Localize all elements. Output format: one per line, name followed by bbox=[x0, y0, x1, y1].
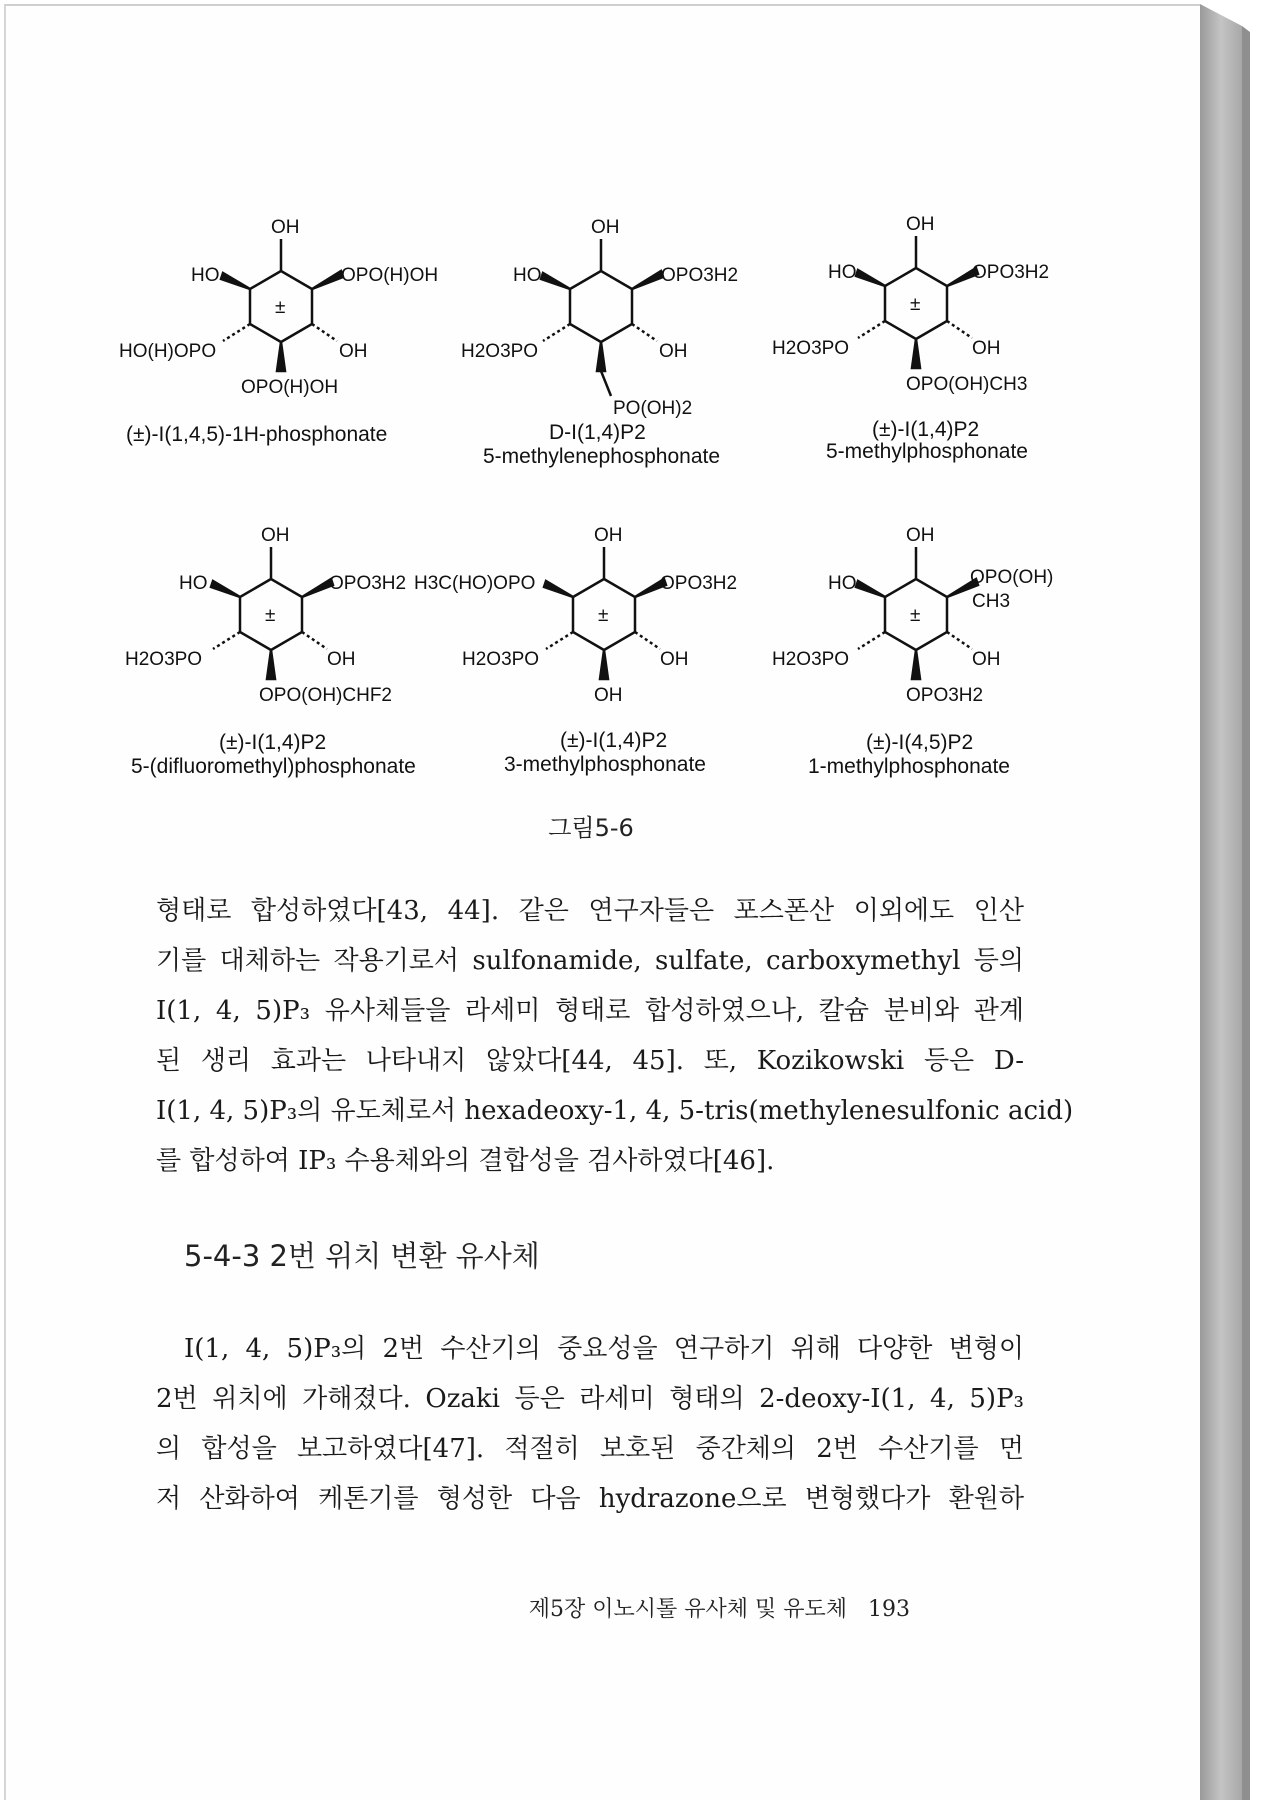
structure-3-methylphosphonate bbox=[414, 519, 794, 779]
compound-name-line2: 5-methylphosphonate bbox=[826, 440, 1028, 463]
lower-right-substituent: OH bbox=[659, 341, 688, 362]
text-line: 저 산화하여 케톤기를 형성한 다음 hydrazone으로 변형했다가 환원하 bbox=[156, 1484, 1024, 1514]
compound-name-line2: 3-methylphosphonate bbox=[504, 753, 706, 776]
top-substituent: OH bbox=[261, 525, 290, 546]
upper-left-substituent: HO bbox=[513, 265, 542, 286]
compound-name-line2: 1-methylphosphonate bbox=[808, 755, 1010, 778]
bottom-substituent: OH bbox=[594, 685, 623, 706]
lower-left-substituent: H2O3PO bbox=[461, 341, 539, 362]
upper-left-substituent: HO bbox=[179, 573, 208, 594]
lower-right-substituent: OH bbox=[972, 338, 1001, 359]
book-page bbox=[4, 4, 1200, 1800]
upper-right-substituent: OPO3H2 bbox=[972, 262, 1050, 283]
text-line: 형태로 합성하였다[43, 44]. 같은 연구자들은 포스폰산 이외에도 인산 bbox=[156, 896, 1024, 926]
structure-5-methylenephosphonate bbox=[431, 211, 791, 471]
chapter-title: 제5장 이노시톨 유사체 및 유도체 bbox=[528, 1597, 847, 1622]
compound-name: D-I(1,4)P2 bbox=[549, 421, 646, 444]
lower-right-substituent: OH bbox=[327, 649, 356, 670]
text-line: 2번 위치에 가해졌다. Ozaki 등은 라세미 형태의 2-deoxy-I(1, 4, 5)P₃ bbox=[156, 1384, 1024, 1414]
upper-left-substituent: HO bbox=[191, 265, 220, 286]
upper-left-substituent: HO bbox=[828, 262, 857, 283]
text-line: 기를 대체하는 작용기로서 sulfonamide, sulfate, carboxymethyl 등의 bbox=[156, 946, 1024, 976]
lower-left-substituent: H2O3PO bbox=[772, 338, 850, 359]
lower-right-substituent: OH bbox=[972, 649, 1001, 670]
upper-right-substituent: OPO3H2 bbox=[660, 573, 738, 594]
lower-left-substituent: H2O3PO bbox=[462, 649, 540, 670]
paragraph-1 bbox=[156, 886, 1074, 1186]
structure-1-methylphosphonate bbox=[746, 519, 1106, 779]
ring-center-label: ± bbox=[910, 294, 921, 315]
ring-center-label: ± bbox=[598, 605, 609, 626]
upper-right-substituent-line2: CH3 bbox=[972, 591, 1011, 612]
section-heading: 5-4-3 2번 위치 변환 유사체 bbox=[184, 1239, 540, 1273]
upper-right-substituent: OPO3H2 bbox=[661, 265, 739, 286]
bottom-substituent: OPO(H)OH bbox=[241, 377, 339, 398]
upper-right-substituent: OPO(OH) bbox=[970, 567, 1054, 588]
top-substituent: OH bbox=[906, 214, 935, 235]
text-line: 된 생리 효과는 나타내지 않았다[44, 45]. 또, Kozikowski 등은 D- bbox=[156, 1046, 1024, 1076]
structure-1h-phosphonate bbox=[111, 211, 471, 471]
text-line: 의 합성을 보고하였다[47]. 적절히 보호된 중간체의 2번 수산기를 먼 bbox=[156, 1434, 1024, 1464]
lower-right-substituent: OH bbox=[339, 341, 368, 362]
compound-name: (±)-I(1,4,5)-1H-phosphonate bbox=[126, 423, 388, 446]
text-line: I(1, 4, 5)P₃의 2번 수산기의 중요성을 연구하기 위해 다양한 변형이 bbox=[184, 1334, 1024, 1364]
top-substituent: OH bbox=[591, 217, 620, 238]
figure-caption: 그림5-6 bbox=[548, 814, 634, 842]
ring-center-label: ± bbox=[910, 605, 921, 626]
upper-right-substituent: OPO(H)OH bbox=[341, 265, 439, 286]
upper-left-substituent: HO bbox=[828, 573, 857, 594]
bottom-substituent: PO(OH)2 bbox=[613, 398, 693, 419]
page-footer bbox=[529, 1592, 910, 1623]
page-number: 193 bbox=[868, 1597, 910, 1622]
paragraph-2 bbox=[156, 1324, 1024, 1524]
compound-name-line2: 5-methylenephosphonate bbox=[483, 445, 721, 468]
bottom-substituent: OPO(OH)CH3 bbox=[906, 374, 1028, 395]
structure-5-methylphosphonate bbox=[746, 208, 1106, 468]
structure-difluoromethylphosphonate bbox=[101, 519, 461, 779]
ring-center-label: ± bbox=[265, 605, 276, 626]
lower-right-substituent: OH bbox=[660, 649, 689, 670]
text-line: I(1, 4, 5)P₃ 유사체들을 라세미 형태로 합성하였으나, 칼슘 분비와 관계 bbox=[156, 996, 1024, 1026]
ring-center-label: ± bbox=[275, 297, 286, 318]
book-spine-edge bbox=[1200, 4, 1280, 1800]
compound-name: (±)-I(1,4)P2 bbox=[219, 731, 327, 754]
lower-left-substituent: HO(H)OPO bbox=[119, 341, 217, 362]
lower-left-substituent: H2O3PO bbox=[772, 649, 850, 670]
compound-name: (±)-I(4,5)P2 bbox=[866, 731, 974, 754]
top-substituent: OH bbox=[906, 525, 935, 546]
text-line: 를 합성하여 IP₃ 수용체와의 결합성을 검사하였다[46]. bbox=[156, 1146, 775, 1176]
bottom-substituent: OPO(OH)CHF2 bbox=[259, 685, 392, 706]
text-line: I(1, 4, 5)P₃의 유도체로서 hexadeoxy-1, 4, 5-tris(methylenesulfonic acid) bbox=[156, 1096, 1074, 1126]
bottom-substituent: OPO3H2 bbox=[906, 685, 984, 706]
top-substituent: OH bbox=[594, 525, 623, 546]
compound-name-line2: 5-(difluoromethyl)phosphonate bbox=[131, 755, 416, 778]
lower-left-substituent: H2O3PO bbox=[125, 649, 203, 670]
upper-right-substituent: OPO3H2 bbox=[329, 573, 407, 594]
upper-left-substituent: H3C(HO)OPO bbox=[414, 573, 536, 594]
top-substituent: OH bbox=[271, 217, 300, 238]
compound-name: (±)-I(1,4)P2 bbox=[560, 729, 668, 752]
compound-name: (±)-I(1,4)P2 bbox=[872, 418, 980, 441]
